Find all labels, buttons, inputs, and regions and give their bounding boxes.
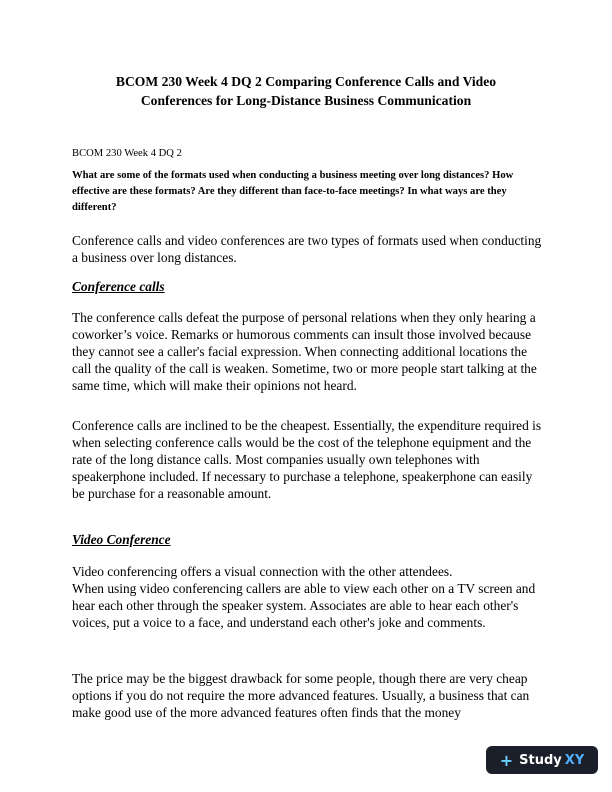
video-conference-paragraph-1	[72, 563, 542, 631]
conference-calls-heading: Conference calls	[72, 279, 165, 294]
brand-accent: XY	[564, 752, 585, 768]
conference-calls-paragraph-1	[72, 309, 542, 394]
paragraph-first-line: Video conferencing offers a visual connection with the other attendees.	[72, 564, 453, 579]
title-line-2: Conferences for Long-Distance Business Communication	[140, 93, 472, 108]
studyxy-logo	[486, 746, 598, 774]
document-title	[60, 72, 552, 110]
paragraph-text: The conference calls defeat the purpose of personal relations when they only hearing a coworker’s voice. Remarks or humorous comments can insult those involved because they cannot see a caller's facial expression. When connecting additional locations the call the quality of the call is weaken. Sometime, two or more people start talking at the same time, which will make their opinions not heard.	[72, 310, 537, 393]
question-text: What are some of the formats used when conducting a business meeting over long distances? How effective are these formats? Are they different than face-to-face meetings? In what ways are they different?	[72, 170, 514, 213]
video-conference-paragraph-2	[72, 670, 542, 721]
video-conference-heading: Video Conference	[72, 532, 171, 547]
conference-calls-paragraph-2	[72, 417, 542, 502]
paragraph-text: When using video conferencing callers are able to view each other on a TV screen and hear each other through the speaker system. Associates are able to hear each other's voices, put a voice to a face, and understand each other's joke and comments.	[72, 581, 536, 630]
plus-icon: +	[499, 750, 514, 770]
title-line-1: BCOM 230 Week 4 DQ 2 Comparing Conference Calls and Video	[115, 74, 497, 89]
intro-text: Conference calls and video conferences are two types of formats used when conducting a business over long distances.	[72, 233, 542, 265]
subtitle: BCOM 230 Week 4 DQ 2	[72, 148, 182, 159]
paragraph-text: The price may be the biggest drawback for some people, though there are very cheap options if you do not require the more advanced features. Usually, a business that can make good use of the more advanced features often finds that the money	[72, 671, 530, 720]
brand-main: Study	[519, 752, 562, 768]
intro-paragraph	[72, 232, 542, 266]
paragraph-text: Conference calls are inclined to be the cheapest. Essentially, the expenditure required is when selecting conference calls would be the cost of the telephone equipment and the rate of the long distance calls. Most companies usually own telephones with speakerphone included. If necessary to purchase a telephone, speakerphone can easily be purchase for a reasonable amount.	[72, 418, 542, 501]
